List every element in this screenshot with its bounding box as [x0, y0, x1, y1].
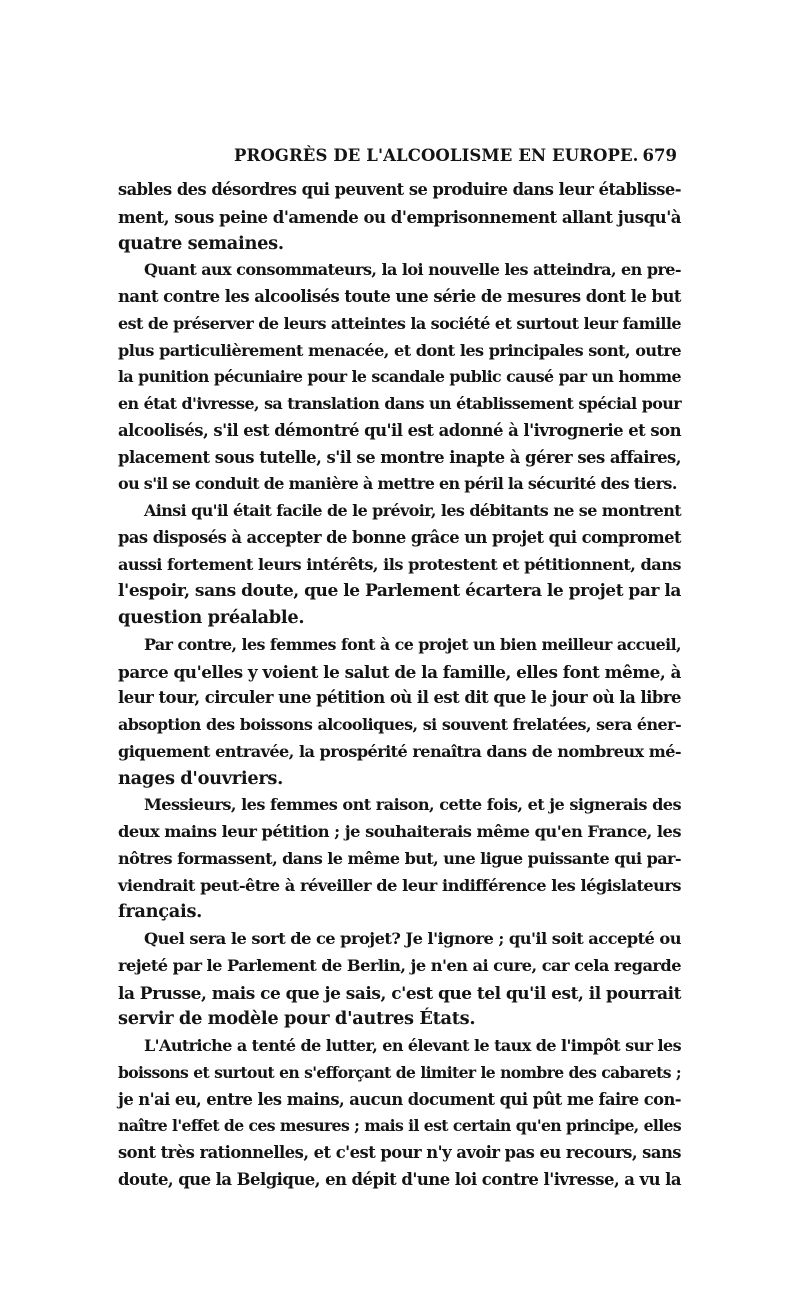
text-line: alcoolisés, s'il est démontré qu'il est adonné à l'ivrognerie et son	[118, 420, 681, 440]
text-line: absoption des boissons alcooliques, si souvent frelatées, sera éner-	[118, 715, 681, 734]
text-line: rejeté par le Parlement de Berlin, je n'en ai cure, car cela regarde	[118, 955, 681, 975]
text-line: ou s'il se conduit de manière à mettre en péril la sécurité des tiers.	[118, 474, 677, 494]
text-line: naître l'effet de ces mesures ; mais il est certain qu'en principe, elles	[118, 1116, 681, 1136]
paragraph	[118, 926, 681, 1033]
text-line: nant contre les alcoolisés toute une série de mesures dont le but	[118, 287, 681, 306]
text-line: boissons et surtout en s'efforçant de limiter le nombre des cabarets ;	[118, 1062, 681, 1082]
text-line: plus particulièrement menacée, et dont les principales sont, outre	[118, 340, 681, 360]
page-number: 679	[642, 146, 677, 165]
text-line: Ainsi qu'il était facile de le prévoir, les débitants ne se montrent	[144, 501, 681, 520]
text-line: sables des désordres qui peuvent se produire dans leur établisse-	[118, 180, 681, 199]
text-line: viendrait peut-être à réveiller de leur indifférence les législateurs	[118, 875, 681, 895]
text-line: deux mains leur pétition ; je souhaiterais même qu'en France, les	[118, 822, 681, 841]
text-line: la Prusse, mais ce que je sais, c'est que tel qu'il est, il pourrait	[118, 982, 681, 1003]
text-line: leur tour, circuler une pétition où il est dit que le jour où la libre	[118, 688, 681, 708]
text-line: Messieurs, les femmes ont raison, cette fois, et je signerais des	[144, 795, 681, 815]
text-line: Quant aux consommateurs, la loi nouvelle les atteindra, en pre-	[144, 260, 681, 280]
paragraph	[118, 632, 681, 793]
page-header	[118, 146, 681, 168]
text-line: servir de modèle pour d'autres États.	[118, 1008, 476, 1030]
text-line: parce qu'elles y voient le salut de la famille, elles font même, à	[118, 661, 681, 682]
paragraph	[118, 498, 681, 632]
text-line: question préalable.	[118, 607, 305, 628]
text-line: placement sous tutelle, s'il se montre inapte à gérer ses affaires,	[118, 447, 681, 467]
text-line: doute, que la Belgique, en dépit d'une loi contre l'ivresse, a vu la	[118, 1169, 681, 1189]
text-line: L'Autriche a tenté de lutter, en élevant le taux de l'impôt sur les	[144, 1036, 681, 1055]
text-line: quatre semaines.	[118, 232, 284, 254]
text-line: Par contre, les femmes font à ce projet un bien meilleur accueil,	[144, 634, 681, 654]
text-line: giquement entravée, la prospérité renaîtra dans de nombreux mé-	[118, 741, 681, 761]
text-line: je n'ai eu, entre les mains, aucun document qui pût me faire con-	[118, 1089, 681, 1109]
text-line: nages d'ouvriers.	[118, 767, 283, 789]
paragraph	[118, 257, 681, 498]
text-line: la punition pécuniaire pour le scandale public causé par un homme	[118, 367, 681, 387]
text-line: français.	[118, 901, 203, 923]
text-line: pas disposés à accepter de bonne grâce un projet qui compromet	[118, 527, 681, 547]
text-line: sont très rationnelles, et c'est pour n'y avoir pas eu recours, sans	[118, 1143, 681, 1162]
text-line: ment, sous peine d'amende ou d'emprisonnement allant jusqu'à	[118, 206, 681, 227]
text-line: aussi fortement leurs intérêts, ils protestent et pétitionnent, dans	[118, 554, 681, 574]
text-line: Quel sera le sort de ce projet? Je l'ignore ; qu'il soit accepté ou	[144, 929, 681, 948]
text-line: en état d'ivresse, sa translation dans un établissement spécial pour	[118, 394, 681, 413]
text-line: l'espoir, sans doute, que le Parlement écartera le projet par la	[118, 581, 681, 602]
paragraph	[118, 1033, 681, 1194]
paragraph	[118, 792, 681, 926]
text-line: est de préserver de leurs atteintes la société et surtout leur famille	[118, 313, 681, 333]
paragraph	[118, 177, 681, 257]
running-title: PROGRÈS DE L'ALCOOLISME EN EUROPE.	[234, 146, 639, 165]
text-line: nôtres formassent, dans le même but, une ligue puissante qui par-	[118, 848, 681, 868]
text-body	[118, 177, 681, 1194]
